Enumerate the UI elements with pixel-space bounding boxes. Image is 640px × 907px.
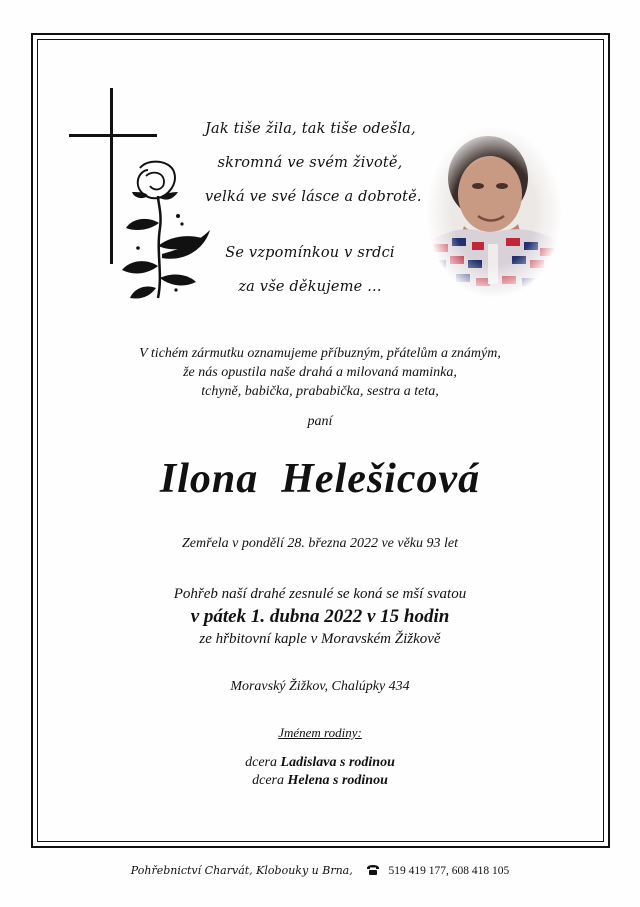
poem-line: Jak tiše žila, tak tiše odešla, [205,121,416,137]
announcement [60,344,580,401]
deceased-name: Ilona Helešicová [159,456,481,502]
address: Moravský Žižkov, Chalúpky 434 [230,679,410,694]
cross-icon-vertical [110,88,113,264]
poem [205,112,422,304]
title-pani: paní [307,414,333,429]
funeral-date: v pátek 1. dubna 2022 v 15 hodin [190,606,450,627]
funeral-intro: Pohřeb naší drahé zesnulé se koná se mší svatou [173,586,467,602]
family-member-name: Helena s rodinou [287,773,388,788]
family-member-name: Ladislava s rodinou [280,755,395,770]
family-list [60,754,580,790]
funeral-place: ze hřbitovní kaple v Moravském Žižkově [199,631,441,647]
portrait-photo [426,126,562,298]
family-member-prefix: dcera [245,755,278,770]
announcement-line: tchyně, babička, prababička, sestra a teta, [201,384,439,399]
family-member-prefix: dcera [252,773,285,788]
family-member [60,772,580,790]
poem-line: skromná ve svém životě, [217,155,403,171]
poem-closing-line: za vše děkujeme ... [238,279,382,295]
phone-numbers: 519 419 177, 608 418 105 [388,865,510,877]
family-heading [60,725,580,741]
announcement-line: V tichém zármutku oznamujeme příbuzným, přátelům a známým, [139,346,501,361]
rose-icon [118,158,218,304]
funeral-firm: Pohřebnictví Charvát, Klobouky u Brna, [130,864,353,877]
telephone-icon [366,865,380,875]
footer [40,864,600,877]
funeral-info [60,584,580,650]
poem-line: velká ve své lásce a dobrotě. [205,189,422,205]
cross-icon-horizontal [69,134,157,137]
poem-closing-line: Se vzpomínkou v srdci [225,245,395,261]
announcement-line: že nás opustila naše drahá a milovaná maminka, [183,365,457,380]
family-heading-text: Jménem rodiny: [278,725,362,740]
death-date: Zemřela v pondělí 28. března 2022 ve věku 93 let [181,536,459,551]
family-member [60,754,580,772]
